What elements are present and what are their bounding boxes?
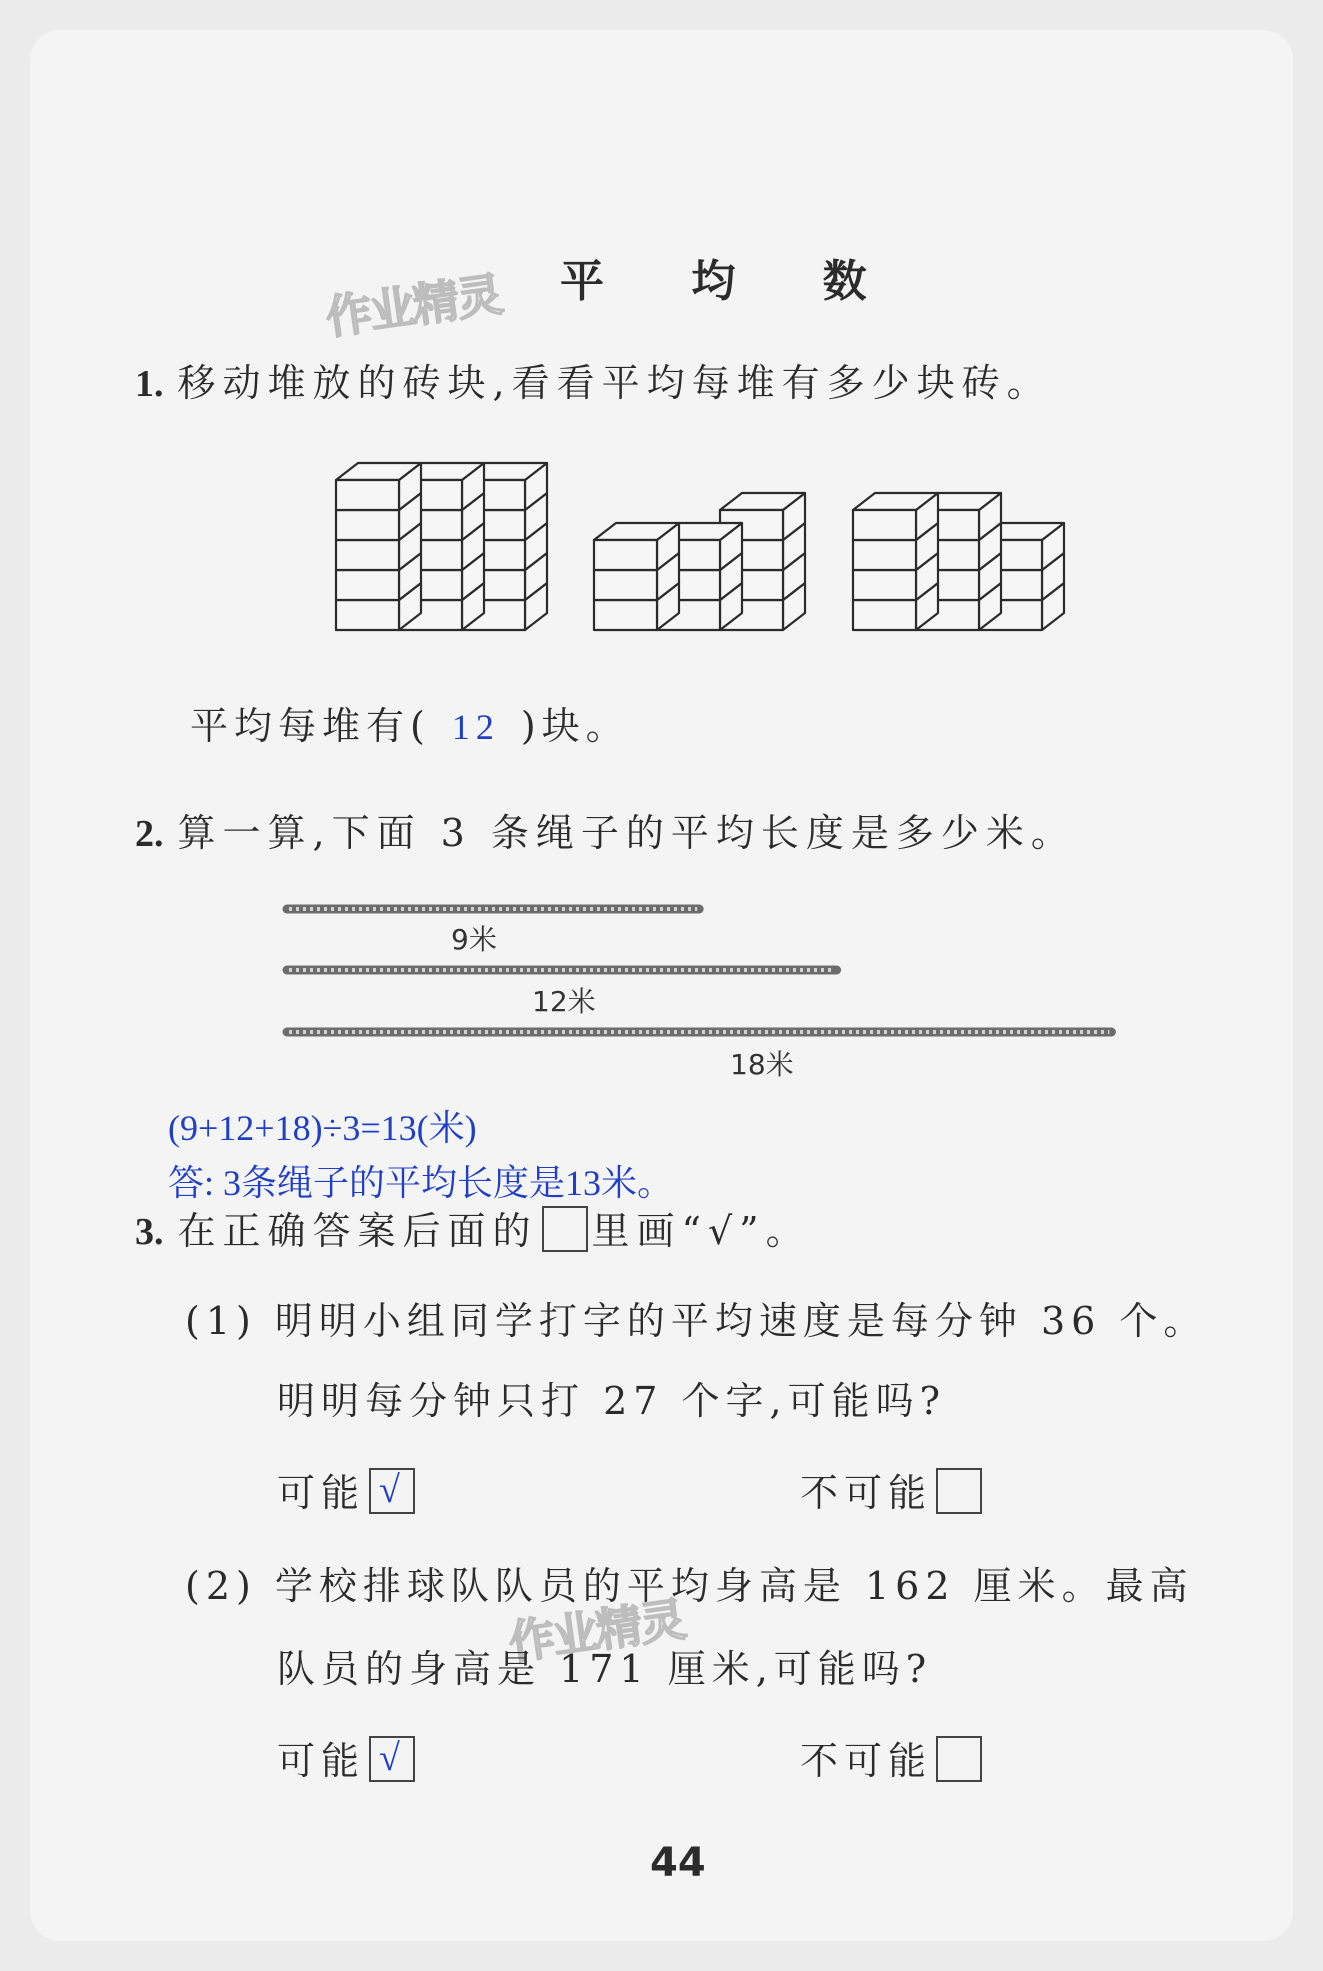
q3-item-2-line2: 队员的身高是 171 厘米,可能吗? <box>277 1647 933 1691</box>
checkbox-yes[interactable] <box>369 1468 415 1514</box>
page-title: 平 均 数 <box>560 256 903 307</box>
checkbox-no[interactable] <box>936 1468 982 1514</box>
q2-solution: (9+12+18)÷3=13(米) <box>168 1108 477 1148</box>
question-text: 移动堆放的砖块,看看平均每堆有多少块砖。 <box>177 361 1052 405</box>
question-number: 2. <box>135 813 164 855</box>
q3-item-1-option-yes <box>277 1462 419 1517</box>
item-number: (1) <box>185 1299 257 1343</box>
rope-label-9: 9米 <box>451 923 497 956</box>
question-number: 1. <box>135 363 164 405</box>
question-text-before: 在正确答案后面的 <box>177 1209 538 1253</box>
q3-item-1-line1 <box>185 1290 1207 1345</box>
watermark: 作业精灵 <box>505 1591 688 1670</box>
check-mark: √ <box>379 1737 406 1779</box>
checkbox-no[interactable] <box>936 1736 982 1782</box>
rope-label-18: 18米 <box>730 1048 794 1081</box>
page-number: 44 <box>650 1840 706 1886</box>
answer-prefix: 平均每堆有( <box>190 704 431 748</box>
option-label: 可能 <box>277 1471 366 1515</box>
item-text: 明明小组同学打字的平均速度是每分钟 36 个。 <box>274 1299 1208 1343</box>
item-text: 学校排球队队员的平均身高是 162 厘米。最高 <box>274 1564 1194 1608</box>
watermark: 作业精灵 <box>322 266 505 345</box>
option-label: 可能 <box>277 1739 366 1783</box>
answer-suffix: )块。 <box>520 704 630 748</box>
check-mark: √ <box>379 1469 406 1511</box>
q3-item-2-line1 <box>185 1555 1194 1610</box>
q3-item-2-option-yes <box>277 1730 419 1785</box>
item-number: (2) <box>185 1564 257 1608</box>
question-number: 3. <box>135 1211 164 1253</box>
q3-item-1-option-no <box>800 1462 986 1517</box>
q3-item-1-line2: 明明每分钟只打 27 个字,可能吗? <box>277 1379 946 1423</box>
question-text: 算一算,下面 3 条绳子的平均长度是多少米。 <box>177 811 1076 855</box>
q3-item-2-option-no <box>800 1730 986 1785</box>
checkbox-yes[interactable] <box>369 1736 415 1782</box>
option-label: 不可能 <box>800 1739 933 1783</box>
rope-label-12: 12米 <box>532 985 596 1018</box>
answer-box-sample <box>542 1206 588 1252</box>
question-text-after: 里画“√”。 <box>591 1209 811 1253</box>
answer-value: 12 <box>451 707 500 747</box>
option-label: 不可能 <box>800 1471 933 1515</box>
q2-answer: 答: 3条绳子的平均长度是13米。 <box>168 1163 674 1203</box>
question-3 <box>135 1200 811 1255</box>
